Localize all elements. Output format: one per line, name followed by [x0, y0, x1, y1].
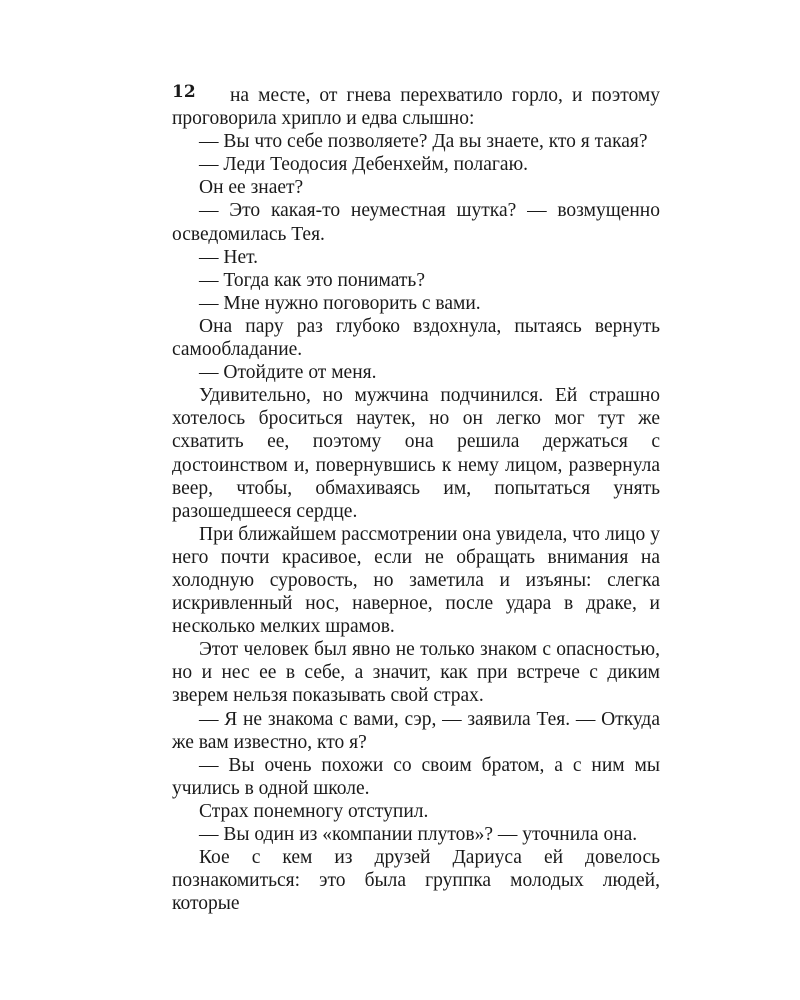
paragraph-2: — Вы что себе позволяете? Да вы знаете, кто я такая?	[199, 131, 648, 153]
paragraph-4: Он ее знает?	[199, 177, 304, 199]
paragraph-5: — Это какая-то неуместная шутка? — возмущенно осведомилась Тея.	[172, 200, 660, 245]
paragraph-10: — Отойдите от меня.	[199, 362, 377, 384]
paragraph-7: — Тогда как это понимать?	[199, 269, 425, 291]
paragraph-17: — Вы один из «компании плутов»? — уточнила она.	[199, 824, 638, 845]
paragraph-11: Удивительно, но мужчина подчинился. Ей страшно хотелось броситься наутек, но он легко мог тут же схватить ее, поэтому она решила держаться с достоинством и, повернувшись к нему лицом, развернула веер, чтобы, обмахиваясь им, попытаться унять разошедшееся сердце.	[172, 385, 660, 522]
paragraph-15: — Вы очень похожи со своим братом, а с ним мы учились в одной школе.	[172, 754, 660, 799]
paragraph-18: Кое с кем из друзей Дариуса ей довелось познакомиться: это была группка молодых людей, которые	[172, 847, 660, 915]
paragraph-16: Страх понемногу отступил.	[199, 800, 429, 822]
paragraph-6: — Нет.	[199, 246, 259, 268]
paragraph-9: Она пару раз глубоко вздохнула, пытаясь вернуть самообладание.	[172, 315, 660, 361]
paragraph-14: — Я не знакома с вами, сэр, — заявила Тея. — Откуда же вам известно, кто я?	[172, 708, 660, 753]
paragraph-3: — Леди Теодосия Дебенхейм, полагаю.	[199, 154, 529, 176]
page-number: 12	[172, 82, 196, 102]
body-text	[172, 84, 660, 915]
paragraph-13: Этот человек был явно не только знаком с опасностью, но и нес ее в себе, а значит, как при встрече с диким зверем нельзя показывать свой страх.	[172, 639, 660, 707]
paragraph-8: — Мне нужно поговорить с вами.	[199, 292, 481, 314]
paragraph-12: При ближайшем рассмотрении она увидела, что лицо у него почти красивое, если не обращать внимания на холодную суровость, но заметила и изъяны: слегка искривленный нос, наверное, после удара в драке, и несколько мелких шрамов.	[172, 523, 660, 638]
paragraph-1: на месте, от гнева перехватило горло, и поэтому проговорила хрипло и едва слышно:	[172, 85, 660, 130]
